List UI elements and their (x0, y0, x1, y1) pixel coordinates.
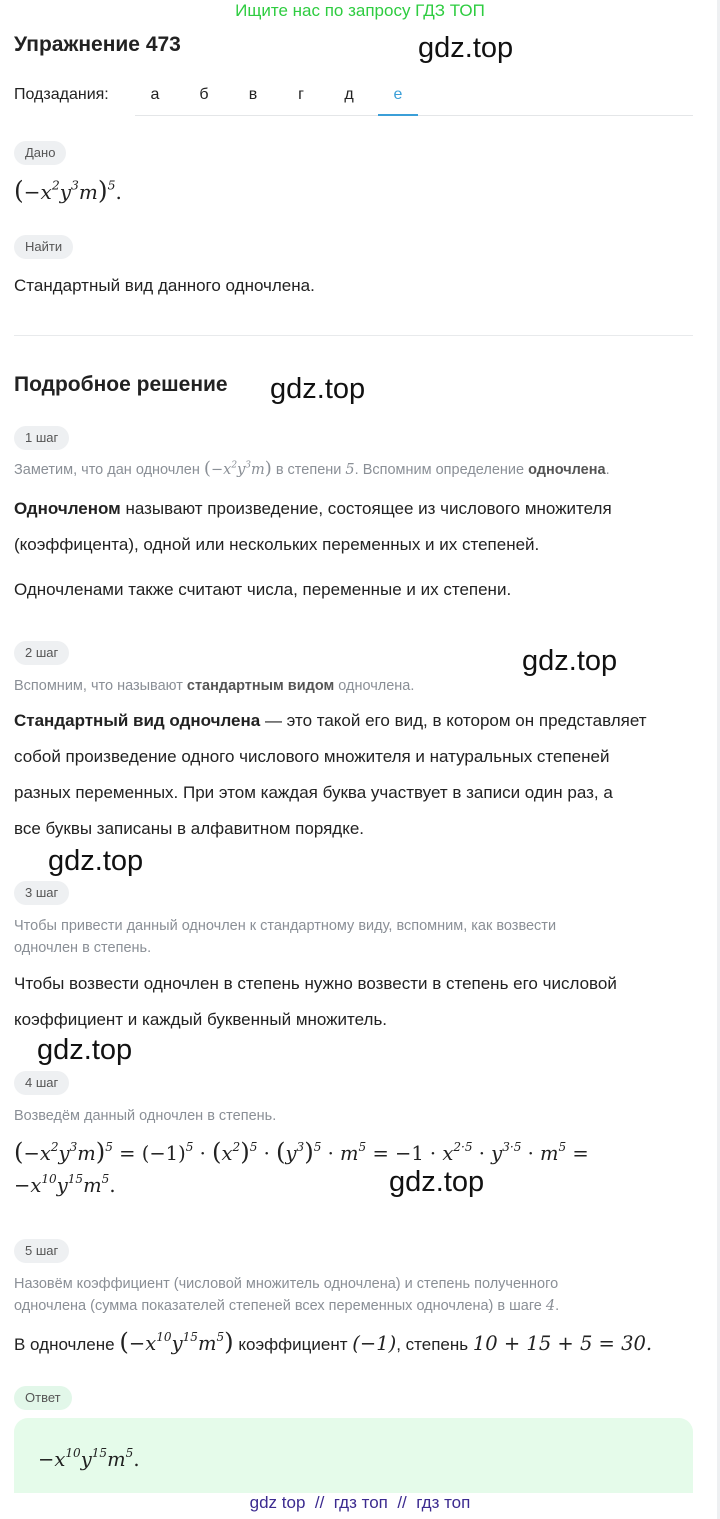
watermark: gdz.top (522, 645, 618, 677)
step1-definition: Одночленом называют произведение, состоящее из числового множителя (коэффицента), одной или нескольких переменных и их степеней. (14, 499, 612, 554)
step3-pill-wrap (14, 881, 69, 905)
step3-hint: Чтобы привести данный одночлен к стандартному виду, вспомним, как возвести одночлен в степень. (14, 918, 557, 956)
watermark: gdz.top (389, 1166, 485, 1198)
watermark: gdz.top (48, 845, 144, 877)
find-pill: Найти (14, 235, 73, 259)
section-divider (14, 335, 693, 336)
step1-hint: Заметим, что дан одночлен $(-x^2y^3m)$ в степени 5. Вспомним определение одночлена. (14, 458, 610, 479)
step2-definition: Стандартный вид одночлена — это такой его вид, в котором он представляет собой произведение одного числового множителя и натуральных степеней разных переменных. При этом каждая буква участвует в записи один раз, а все буквы записаны в алфавитном порядке. (14, 711, 647, 838)
tab-v[interactable]: в (248, 86, 258, 103)
tab-g[interactable]: г (298, 86, 304, 103)
step5-hint: Назовём коэффициент (числовой множитель одночлена) и степень полученного одночлена (сумма показателей степеней всех переменных одночлена) в шаге 4. (14, 1276, 560, 1314)
tab-b[interactable]: б (199, 86, 209, 103)
tab-a[interactable]: а (150, 86, 160, 103)
tab-d[interactable]: д (344, 86, 354, 103)
find-text: Стандартный вид данного одночлена. (14, 276, 315, 295)
step2-pill-wrap (14, 641, 69, 665)
step1-pill-wrap (14, 426, 69, 450)
answer-expression: $-x^{10}y^{15}m^5$. (38, 1445, 140, 1471)
subtask-tabs (135, 78, 693, 116)
given-pill: Дано (14, 141, 66, 165)
exercise-title: Упражнение 473 (14, 33, 181, 56)
subtasks-label: Подзадания: (14, 86, 109, 103)
answer-pill: Ответ (14, 1386, 72, 1410)
step4-pill: 4 шаг (14, 1071, 69, 1095)
step5-pill: 5 шаг (14, 1239, 69, 1263)
answer-pill-wrap (14, 1386, 72, 1410)
step4-hint: Возведём данный одночлен в степень. (14, 1108, 277, 1124)
footer-links: gdz top // гдз топ // гдз топ (249, 1493, 471, 1512)
solution-title: Подробное решение (14, 373, 228, 396)
step4-pill-wrap (14, 1071, 69, 1095)
step3-pill: 3 шаг (14, 881, 69, 905)
step3-text: Чтобы возвести одночлен в степень нужно возвести в степень его числовой коэффициент и каждый буквенный множитель. (14, 974, 617, 1029)
watermark: gdz.top (37, 1034, 133, 1066)
step1-pill: 1 шаг (14, 426, 69, 450)
step2-pill: 2 шаг (14, 641, 69, 665)
given-pill-wrap (14, 141, 66, 165)
step4-equation: $(-x^2y^3m)^5 = (-1)^5 \cdot (x^2)^5 \cdot (y^3)^5 \cdot m^5 = -1 \cdot x^{2\cdot 5} \cdot y^{3\cdot 5} \cdot m^5$ = $-x^{10}y^{15}m^5$. (14, 1137, 589, 1197)
find-pill-wrap (14, 235, 73, 259)
search-banner: Ищите нас по запросу ГДЗ ТОП (235, 1, 485, 20)
step5-pill-wrap (14, 1239, 69, 1263)
watermark: gdz.top (270, 373, 366, 405)
step1-extra: Одночленами также считают числа, переменные и их степени. (14, 580, 512, 599)
given-expression: $(-x^2y^3m)^5$. (14, 176, 122, 205)
tab-e[interactable]: е (378, 86, 418, 116)
step2-hint: Вспомним, что называют стандартным видом одночлена. (14, 678, 415, 694)
step5-text: В одночлене $(-x^{10}y^{15}m^5)$ коэффициент (−1), степень 10 + 15 + 5 = 30. (14, 1327, 653, 1356)
watermark: gdz.top (418, 32, 514, 64)
